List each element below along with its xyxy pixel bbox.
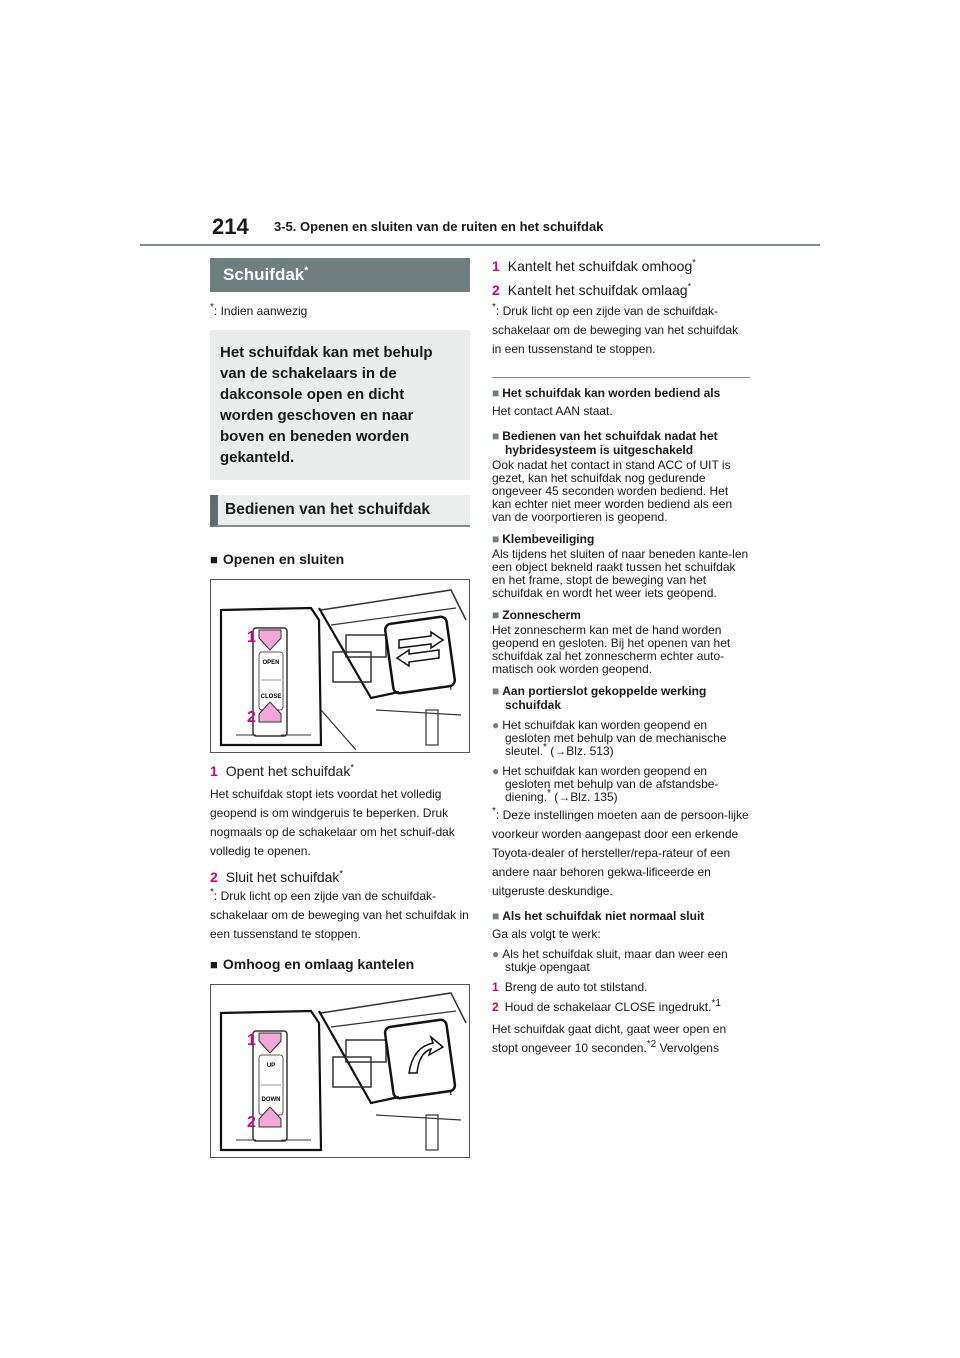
step-number: 2 <box>210 869 218 885</box>
sub-heading-open-close: ■ Openen en sluiten <box>210 551 345 567</box>
section-title: Schuifdak <box>223 265 305 284</box>
fig2-marker-2: 2 <box>247 1114 256 1131</box>
bullet-dot-icon: ● <box>492 947 500 961</box>
text-procedure: Ga als volgt te werk: <box>492 927 601 941</box>
bullet-mechanical-key: ● Het schuifdak kan worden geopend en gesloten met behulp van de mechanische sleutel.* (→Blz. 513) <box>492 718 727 758</box>
step-close: 2 Sluit het schuifdak* <box>210 868 343 885</box>
tilt-illustration <box>211 985 469 1157</box>
page-number: 214 <box>212 214 249 239</box>
divider <box>492 377 750 378</box>
heading-door-lock: ■ Aan portierslot gekoppelde werking schuifdak <box>492 684 707 712</box>
text-sunshade: Het zonnescherm kan met de hand worden geopend en gesloten. Bij het openen van het schuifdak zal het zonnescherm echter auto-matisch ook worden geopend. <box>492 623 731 676</box>
step-open-text: Het schuifdak stopt iets voordat het volledig geopend is om windgeruis te beperken. Druk nogmaals op de schakelaar om het schuif-dak volledig te openen. <box>210 787 455 858</box>
fig1-marker-1: 1 <box>247 629 256 646</box>
fig2-down-label: DOWN <box>261 1097 281 1103</box>
intro-box: Het schuifdak kan met behulp van de schakelaars in de dakconsole open en dicht worden geschoven en naar boven en beneden worden gekanteld. <box>210 330 470 480</box>
bullet-reopens: ● Als het schuifdak sluit, maar dan weer een stukje opengaat <box>492 947 728 974</box>
running-title: 3-5. Openen en sluiten van de ruiten en het schuifdak <box>274 219 604 234</box>
text-after-off: Ook nadat het contact in stand ACC of UIT is gezet, kan het schuifdak nog gedurende ongeveer 45 seconden worden bediend. Het kan echter niet meer worden bediend als een van de voorportieren is geopend. <box>492 458 733 524</box>
tilt-figure <box>210 984 470 1158</box>
fig1-open-label: OPEN <box>262 660 280 666</box>
procedure-step-2: 2 Houd de schakelaar CLOSE ingedrukt.$^{*1}$ <box>492 998 721 1014</box>
heading-after-off: ■ Bedienen van het schuifdak nadat het hybridesysteem is uitgeschakeld <box>492 429 718 457</box>
tilt-footnote: *: Druk licht op een zijde van de schuifdak-schakelaar om de beweging van het schuifdak in een tussenstand te stoppen. <box>492 302 739 356</box>
availability-footnote: *: Indien aanwezig <box>210 302 308 318</box>
fig2-up-label: UP <box>266 1063 276 1069</box>
procedure-step-1: 1 Breng de auto tot stilstand. <box>492 980 648 994</box>
open-close-illustration <box>211 580 469 752</box>
square-bullet-icon: ■ <box>210 957 218 972</box>
section-title-mark: * <box>304 265 309 277</box>
sub-heading-tilt: ■ Omhoog en omlaag kantelen <box>210 956 415 972</box>
heading-operable: ■ Het schuifdak kan worden bediend als <box>492 386 721 400</box>
heading-not-closing: ■ Als het schuifdak niet normaal sluit <box>492 909 705 923</box>
text-operable: Het contact AAN staat. <box>492 404 613 418</box>
footnote-mark: * <box>210 302 214 313</box>
text-jam-protection: Als tijdens het sluiten of naar beneden kante-len een object bekneld raakt tussen het schuifdak en het frame, stopt de beweging van het schuifdak en wordt het weer iets geopend. <box>492 547 749 600</box>
bullet-remote: ● Het schuifdak kan worden geopend en gesloten met behulp van de afstandsbe-diening.* (→Blz. 135) <box>492 764 719 804</box>
square-bullet-icon: ■ <box>210 552 218 567</box>
close-footnote: *: Druk licht op een zijde van de schuifdak-schakelaar om de beweging van het schuifdak in een tussenstand te stoppen. <box>210 887 469 941</box>
right-column <box>492 258 750 1058</box>
bullet-dot-icon: ● <box>492 718 500 732</box>
heading-jam-protection: ■ Klembeveiliging <box>492 532 595 546</box>
step-number: 1 <box>210 763 218 779</box>
fig1-close-label: CLOSE <box>260 694 282 700</box>
bullet-dot-icon: ● <box>492 764 500 778</box>
left-column <box>210 258 470 1158</box>
step-tilt-down: 2 Kantelt het schuifdak omlaag* <box>492 281 692 298</box>
section-title-bar <box>210 258 470 292</box>
dealer-footnote: *: Deze instellingen moeten aan de persoon-lijke voorkeur worden aangepast door een erkende Toyota-dealer of hersteller/repa-rateur of een andere naar behoren gekwa-lificeerde en uitgeruste deskundige. <box>492 806 749 898</box>
header-rule <box>140 244 820 246</box>
section2-title: Bedienen van het schuifdak <box>210 495 470 527</box>
fig1-marker-2: 2 <box>247 709 256 726</box>
step-open: 1 Opent het schuifdak* <box>210 762 354 779</box>
heading-sunshade: ■ Zonnescherm <box>492 608 581 622</box>
fig2-marker-1: 1 <box>247 1032 256 1049</box>
open-close-figure <box>210 579 470 753</box>
text-cycle: Het schuifdak gaat dicht, gaat weer open en stopt ongeveer 10 seconden.$^{*2}$ Vervolgens <box>492 1022 727 1055</box>
step-tilt-up: 1 Kantelt het schuifdak omhoog* <box>492 257 696 274</box>
